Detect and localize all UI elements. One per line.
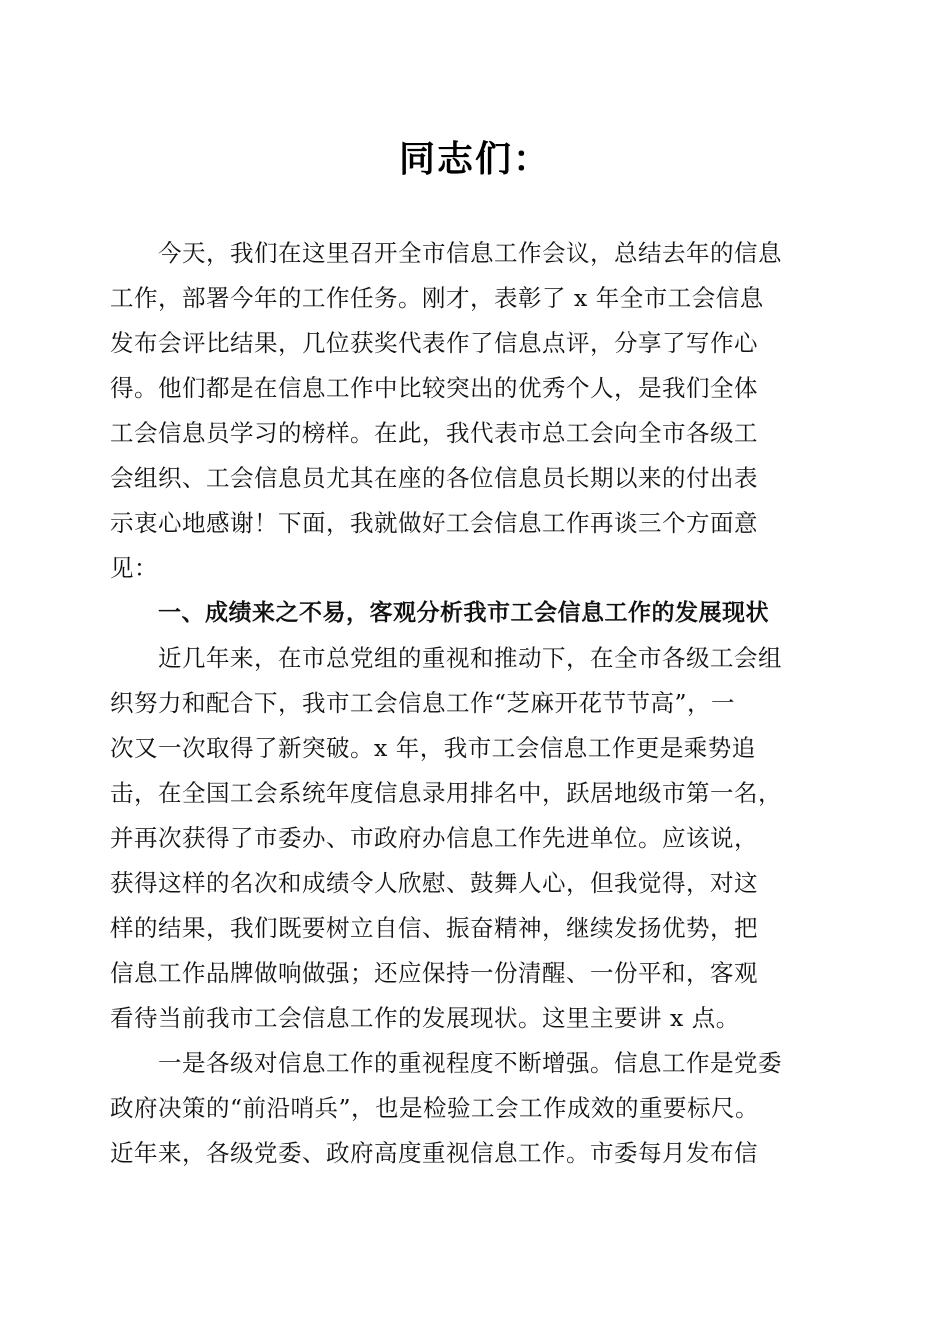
paragraph-line: 并再次获得了市委办、市政府办信息工作先进单位。应该说， [110,824,758,852]
paragraph-text: 信息工作是党委 [614,1049,782,1077]
paragraph-line: 信息工作品牌做响做强；还应保持一份清醒、一份平和，客观 [110,959,758,987]
page-title: 同志们： [398,139,551,180]
paragraph-line: 获得这样的名次和成绩令人欣慰、鼓舞人心，但我觉得，对这 [110,869,758,897]
paragraph-line: 工会信息员学习的榜样。在此，我代表市总工会向全市各级工 [110,419,758,447]
paragraph-line: 看待当前我市工会信息工作的发展现状。这里主要讲 x 点。 [110,1004,740,1032]
paragraph-line: 样的结果，我们既要树立自信、振奋精神，继续发扬优势，把 [110,914,758,942]
paragraph-line: 发布会评比结果，几位获奖代表作了信息点评，分享了写作心 [110,329,758,357]
paragraph-line: 会组织、工会信息员尤其在座的各位信息员长期以来的付出表 [110,464,758,492]
paragraph-line: 见： [110,554,158,582]
paragraph-line: 政府决策的“前沿哨兵”，也是检验工会工作成效的重要标尺。 [110,1094,760,1122]
paragraph-line: 织努力和配合下，我市工会信息工作“芝麻开花节节高”，一 [110,689,736,717]
paragraph-line: 次又一次取得了新突破。x 年，我市工会信息工作更是乘势追 [110,734,756,762]
paragraph-line: 今天，我们在这里召开全市信息工作会议，总结去年的信息 [158,239,782,267]
paragraph-line: 示衷心地感谢！下面，我就做好工会信息工作再谈三个方面意 [110,509,758,537]
paragraph-line [158,1046,848,1080]
section-heading: 一、成绩来之不易，客观分析我市工会信息工作的发展现状 [158,600,769,626]
paragraph-line: 击，在全国工会系统年度信息录用排名中，跃居地级市第一名， [110,779,782,807]
paragraph-line: 近年来，各级党委、政府高度重视信息工作。市委每月发布信 [110,1139,758,1167]
paragraph-emphasis: 一是各级对信息工作的重视程度不断增强。 [158,1049,614,1077]
paragraph-line: 工作，部署今年的工作任务。刚才，表彰了 x 年全市工会信息 [110,284,764,312]
paragraph-line: 得。他们都是在信息工作中比较突出的优秀个人，是我们全体 [110,374,758,402]
paragraph-line: 近几年来，在市总党组的重视和推动下，在全市各级工会组 [158,644,782,672]
